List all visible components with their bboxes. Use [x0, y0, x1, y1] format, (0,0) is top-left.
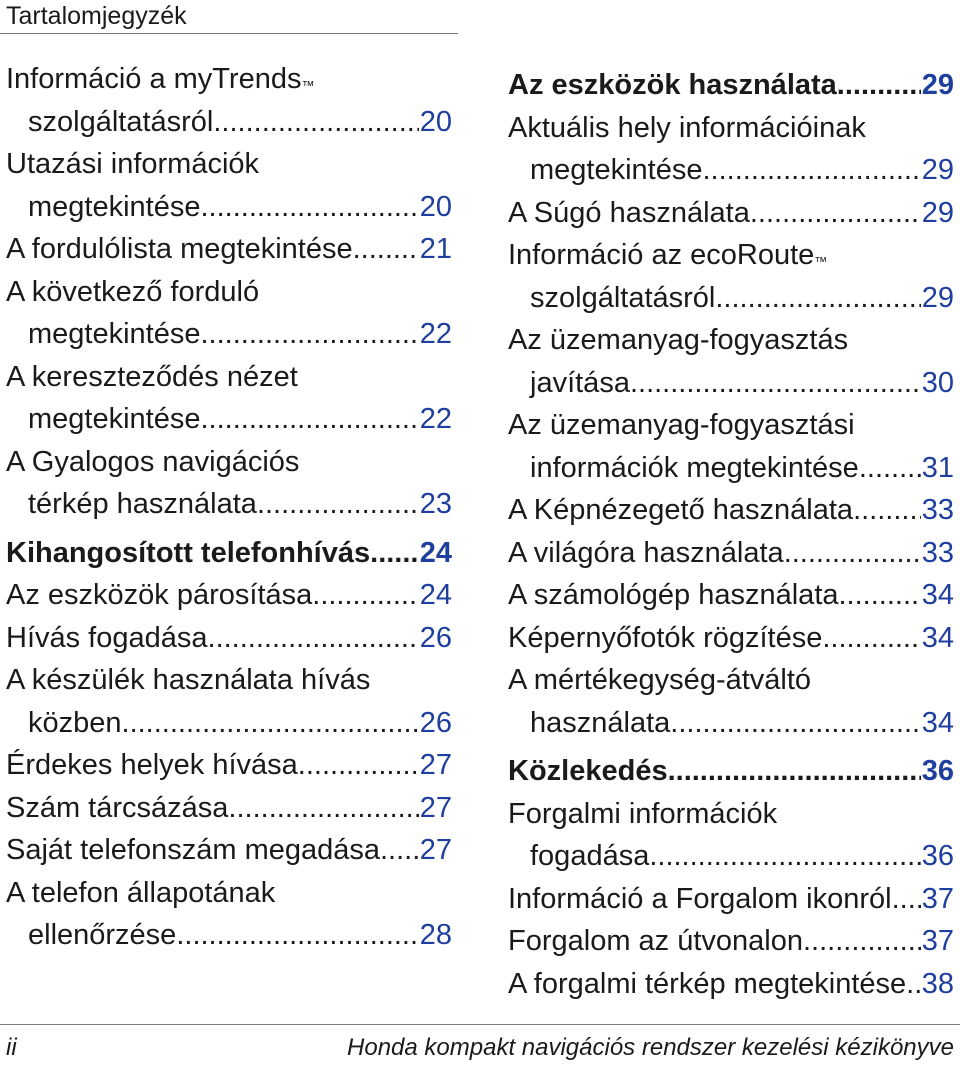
dot-leader	[213, 101, 418, 144]
toc-entry-text: A Képnézegető használata	[508, 494, 854, 526]
dot-leader	[670, 702, 920, 745]
toc-page-number[interactable]: 30	[921, 366, 954, 399]
toc-entry[interactable]	[6, 356, 452, 441]
toc-entry-text: Forgalmi információk	[508, 797, 778, 830]
toc-entry-text: A számológép használata	[508, 579, 839, 611]
footer-divider	[0, 1024, 960, 1025]
toc-entry[interactable]	[508, 532, 954, 575]
dot-leader	[201, 186, 419, 229]
dot-leader	[837, 64, 921, 107]
toc-entry-text: ellenőrzése	[28, 919, 177, 951]
toc-entry[interactable]	[6, 659, 452, 744]
toc-entry-text: megtekintése	[530, 154, 703, 186]
toc-entry-text: Szám tárcsázása	[6, 791, 229, 824]
toc-entry-text: közben	[28, 706, 122, 739]
toc-entry[interactable]	[6, 617, 452, 660]
toc-entry[interactable]	[6, 58, 452, 143]
toc-page-number[interactable]: 27	[419, 834, 452, 866]
toc-entry[interactable]	[508, 963, 954, 1006]
toc-left-column	[6, 58, 452, 957]
toc-entry[interactable]	[508, 793, 954, 878]
page-header	[0, 0, 960, 38]
toc-entry-text: Aktuális hely információinak	[508, 111, 866, 144]
toc-entry-text: megtekintése	[28, 403, 201, 435]
toc-entry[interactable]	[508, 489, 954, 532]
page-title: Tartalomjegyzék	[6, 2, 187, 30]
header-divider	[0, 33, 458, 34]
toc-entry-text: A világóra használata	[508, 536, 784, 569]
toc-entry-text: Információ az ecoRoute	[508, 239, 815, 271]
dot-leader	[122, 702, 419, 745]
toc-page-number[interactable]: 34	[921, 621, 954, 654]
toc-page-number[interactable]: 29	[921, 281, 954, 314]
toc-entry[interactable]	[6, 744, 452, 787]
toc-page-number[interactable]: 20	[419, 105, 452, 138]
toc-entry-text: Utazási információk	[6, 148, 260, 180]
toc-entry-text: Információ a myTrends	[6, 63, 302, 95]
toc-entry-text: A forgalmi térkép megtekintése	[508, 967, 907, 1000]
toc-entry-text: Az üzemanyag-fogyasztási	[508, 409, 855, 441]
toc-page-number[interactable]: 29	[921, 69, 954, 101]
toc-entry[interactable]	[508, 192, 954, 235]
toc-entry[interactable]	[508, 878, 954, 921]
toc-entry-text: Hívás fogadása	[6, 621, 208, 654]
toc-entry[interactable]	[508, 234, 954, 319]
toc-page-number[interactable]: 38	[921, 967, 954, 1000]
toc-entry[interactable]	[6, 574, 452, 617]
toc-entry-text: A fordulólista megtekintése	[6, 233, 353, 265]
toc-entry-text: Az eszközök használata	[508, 69, 837, 101]
toc-page-number[interactable]: 22	[419, 318, 452, 350]
dot-leader	[784, 532, 921, 575]
toc-entry[interactable]	[6, 829, 452, 872]
dot-leader	[257, 483, 419, 526]
dot-leader	[859, 447, 921, 490]
toc-page-number[interactable]: 28	[419, 919, 452, 951]
toc-entry[interactable]	[508, 920, 954, 963]
toc-page-number[interactable]: 34	[921, 706, 954, 739]
toc-page-number[interactable]: 37	[921, 925, 954, 957]
toc-section-heading[interactable]	[6, 532, 452, 575]
dot-leader	[228, 787, 418, 830]
toc-right-column	[508, 58, 954, 1005]
toc-entry[interactable]	[508, 574, 954, 617]
dot-leader	[906, 963, 921, 1006]
toc-entry-text: Saját telefonszám megadása	[6, 834, 380, 866]
dot-leader	[380, 829, 419, 872]
toc-entry-text: Közlekedés	[508, 755, 668, 787]
toc-entry[interactable]	[6, 872, 452, 957]
toc-entry-text: A Súgó használata	[508, 196, 750, 229]
toc-page-number[interactable]: 36	[921, 840, 954, 872]
trademark-mark: ™	[814, 254, 828, 269]
dot-leader	[703, 149, 921, 192]
toc-page-number[interactable]: 23	[419, 488, 452, 520]
toc-page-number[interactable]: 34	[921, 579, 954, 611]
dot-leader	[630, 362, 921, 405]
dot-leader	[370, 532, 419, 575]
toc-entry-text: A mértékegység-átváltó	[508, 664, 812, 696]
toc-page-number[interactable]: 24	[419, 536, 452, 569]
toc-entry-text: szolgáltatásról	[28, 105, 214, 138]
toc-entry-text: javítása	[530, 366, 630, 399]
toc-entry[interactable]	[6, 787, 452, 830]
toc-entry[interactable]	[6, 271, 452, 356]
dot-leader	[312, 574, 418, 617]
dot-leader	[298, 744, 419, 787]
toc-entry-text: Forgalom az útvonalon	[508, 925, 803, 957]
dot-leader	[715, 277, 920, 320]
toc-entry-text: térkép használata	[28, 488, 257, 520]
toc-page-number[interactable]: 31	[921, 451, 954, 484]
toc-section-heading[interactable]	[508, 64, 954, 107]
toc-entry[interactable]	[508, 617, 954, 660]
toc-page-number[interactable]: 37	[921, 882, 954, 915]
toc-entry-text: információk megtekintése	[530, 451, 859, 484]
toc-page-number[interactable]: 20	[419, 190, 452, 223]
toc-page-number[interactable]: 22	[419, 403, 452, 435]
dot-leader	[201, 313, 419, 356]
toc-entry-text: szolgáltatásról	[530, 281, 716, 314]
toc-entry-text: fogadása	[530, 840, 650, 872]
toc-page-number[interactable]: 33	[921, 536, 954, 569]
dot-leader	[750, 192, 921, 235]
dot-leader	[176, 914, 418, 957]
toc-entry[interactable]	[6, 441, 452, 526]
toc-section-heading[interactable]	[508, 750, 954, 793]
page-footer	[0, 1024, 960, 1067]
toc-entry-text: Érdekes helyek hívása	[6, 749, 298, 781]
toc-entry[interactable]	[508, 404, 954, 489]
toc-entry[interactable]	[508, 319, 954, 404]
toc-page-number[interactable]: 26	[419, 706, 452, 739]
dot-leader	[822, 617, 920, 660]
dot-leader	[803, 920, 921, 963]
dot-leader	[839, 574, 921, 617]
dot-leader	[853, 489, 921, 532]
toc-page-number[interactable]: 21	[419, 233, 452, 265]
toc-page-number[interactable]: 27	[419, 749, 452, 781]
toc-entry-text: A Gyalogos navigációs	[6, 445, 300, 478]
footer-page-number: ii	[6, 1034, 17, 1061]
toc-entry-text: A telefon állapotának	[6, 876, 276, 909]
toc-entry-text: Az eszközök párosítása	[6, 579, 313, 611]
dot-leader	[668, 750, 921, 793]
trademark-mark: ™	[301, 78, 315, 93]
toc-page-number[interactable]: 33	[921, 494, 954, 526]
dot-leader	[208, 617, 419, 660]
toc-entry-text: A kereszteződés nézet	[6, 360, 298, 393]
toc-entry-text: megtekintése	[28, 190, 201, 223]
toc-entry-text: Információ a Forgalom ikonról	[508, 882, 892, 915]
dot-leader	[201, 398, 419, 441]
toc-page-number[interactable]: 26	[419, 621, 452, 654]
toc-entry-text: Képernyőfotók rögzítése	[508, 621, 823, 654]
toc-entry-text: megtekintése	[28, 318, 201, 350]
toc-entry-text: A készülék használata hívás	[6, 664, 371, 696]
dot-leader	[649, 835, 920, 878]
toc-entry[interactable]	[508, 107, 954, 192]
toc-page-number[interactable]: 36	[921, 755, 954, 787]
footer-book-title: Honda kompakt navigációs rendszer kezelési kézikönyve	[347, 1034, 954, 1061]
toc-page-number[interactable]: 27	[419, 791, 452, 824]
toc-entry-text: Kihangosított telefonhívás	[6, 536, 371, 569]
dot-leader	[353, 228, 419, 271]
toc-entry-text: használata	[530, 706, 671, 739]
toc-entry-text: A következő forduló	[6, 275, 260, 308]
toc-entry[interactable]	[508, 659, 954, 744]
dot-leader	[892, 878, 921, 921]
toc-page-number[interactable]: 29	[921, 154, 954, 186]
toc-entry[interactable]	[6, 143, 452, 228]
toc-entry-text: Az üzemanyag-fogyasztás	[508, 324, 849, 356]
toc-page-number[interactable]: 24	[419, 579, 452, 611]
toc-page-number[interactable]: 29	[921, 196, 954, 229]
toc-entry[interactable]	[6, 228, 452, 271]
